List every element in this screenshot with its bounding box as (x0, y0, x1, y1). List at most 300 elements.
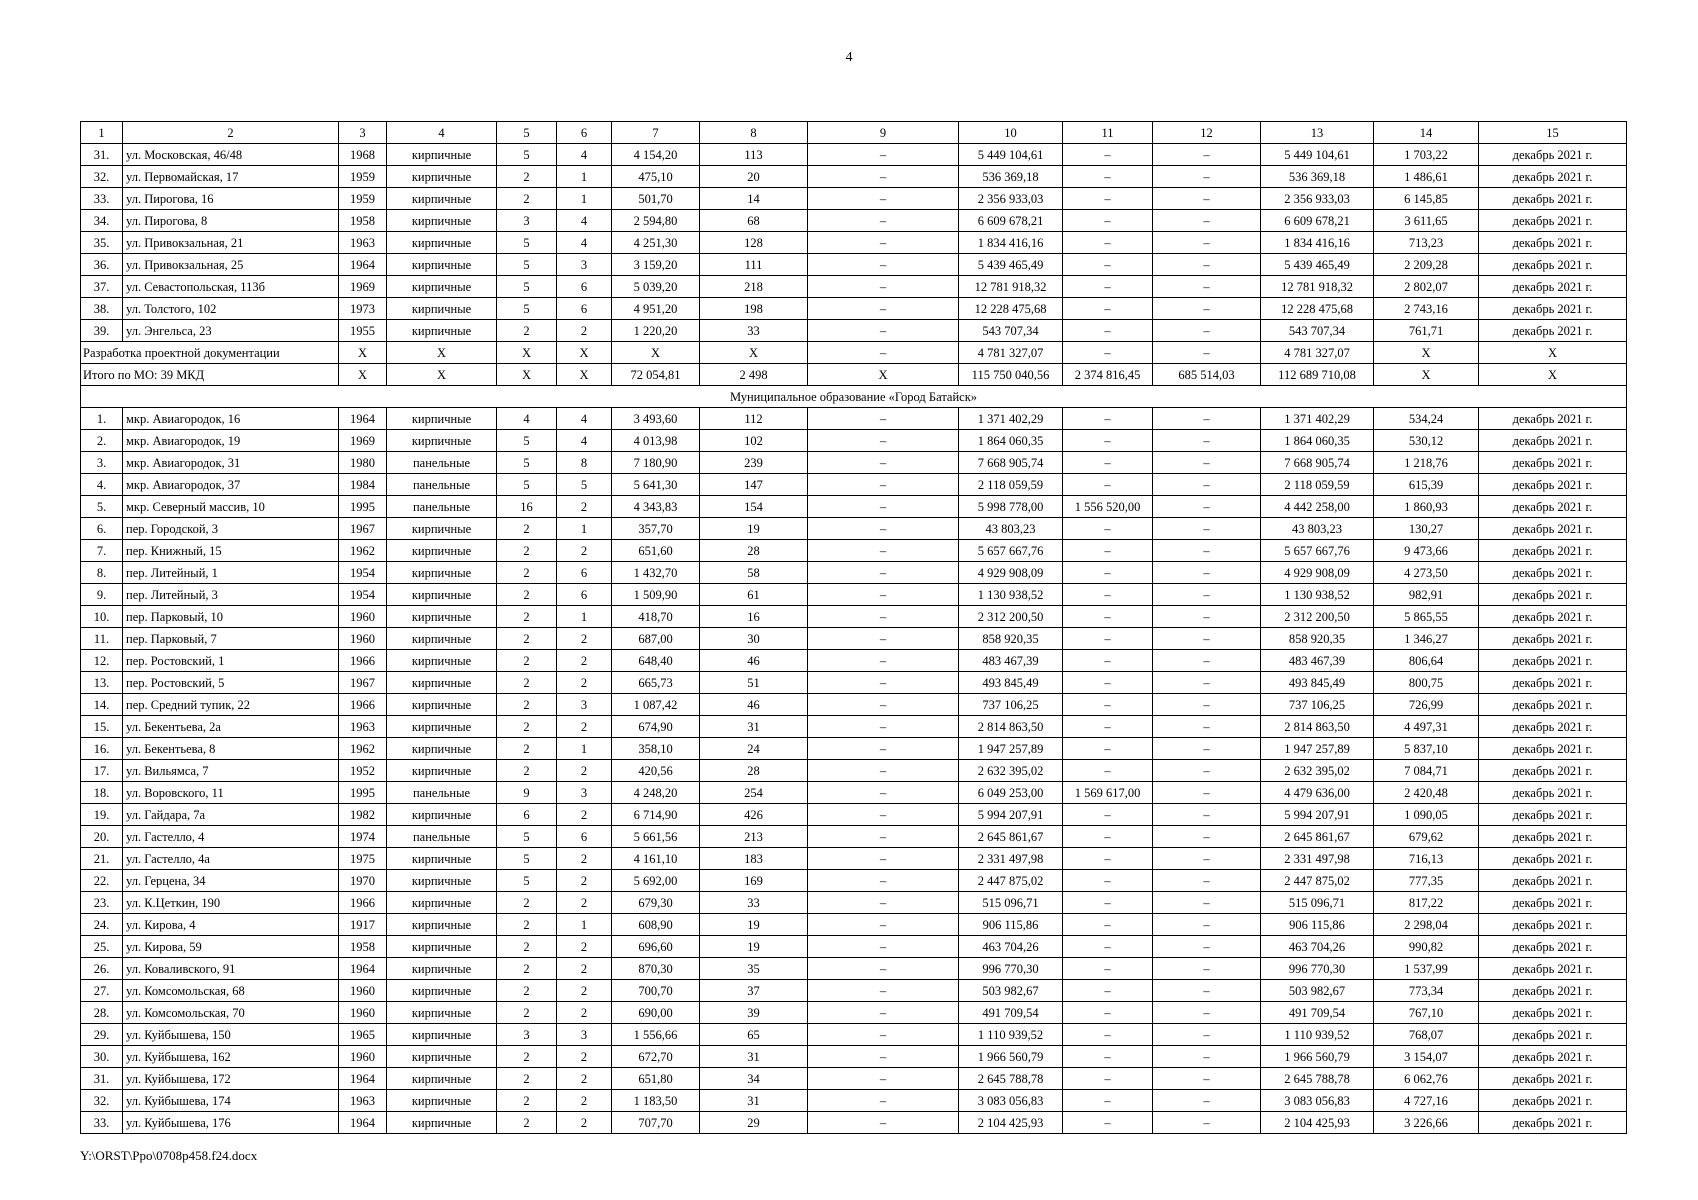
table-cell: панельные (387, 452, 497, 474)
address-cell: мкр. Северный массив, 10 (123, 496, 339, 518)
table-cell: – (808, 474, 959, 496)
table-cell: – (1153, 716, 1261, 738)
table-cell: 1 947 257,89 (1261, 738, 1374, 760)
table-cell: 4 (497, 408, 557, 430)
table-cell: 239 (700, 452, 808, 474)
column-number-cell: 15 (1479, 122, 1627, 144)
table-cell: декабрь 2021 г. (1479, 1068, 1627, 1090)
address-cell: ул. Севастопольская, 113б (123, 276, 339, 298)
table-cell: 2 (497, 1002, 557, 1024)
table-cell: 2 209,28 (1374, 254, 1479, 276)
table-cell: – (1153, 496, 1261, 518)
table-cell: 5 039,20 (612, 276, 700, 298)
table-cell: 6 609 678,21 (1261, 210, 1374, 232)
table-row (81, 892, 1627, 914)
table-cell: 2 447 875,02 (959, 870, 1063, 892)
table-cell: 2 298,04 (1374, 914, 1479, 936)
table-cell: 483 467,39 (959, 650, 1063, 672)
table-cell: кирпичные (387, 408, 497, 430)
table-cell: – (808, 232, 959, 254)
table-cell: 5 449 104,61 (959, 144, 1063, 166)
table-cell: – (808, 1024, 959, 1046)
table-cell: 24. (81, 914, 123, 936)
table-cell: 1 860,93 (1374, 496, 1479, 518)
address-cell: ул. Коваливского, 91 (123, 958, 339, 980)
table-cell: 2 (497, 958, 557, 980)
address-cell: пер. Парковый, 10 (123, 606, 339, 628)
table-row (81, 1068, 1627, 1090)
table-cell: декабрь 2021 г. (1479, 980, 1627, 1002)
table-cell: 870,30 (612, 958, 700, 980)
table-cell: 2 (557, 1002, 612, 1024)
table-cell: 6 (497, 804, 557, 826)
table-cell: 111 (700, 254, 808, 276)
table-cell: 2 (497, 628, 557, 650)
table-cell: – (808, 914, 959, 936)
table-cell: 1967 (339, 672, 387, 694)
table-cell: 665,73 (612, 672, 700, 694)
table-cell: 1980 (339, 452, 387, 474)
table-cell: 4 951,20 (612, 298, 700, 320)
table-cell: 6. (81, 518, 123, 540)
table-cell: – (1153, 1112, 1261, 1134)
table-row (81, 980, 1627, 1002)
table-row (81, 540, 1627, 562)
table-cell: – (808, 1046, 959, 1068)
table-cell: кирпичные (387, 518, 497, 540)
table-cell: 737 106,25 (1261, 694, 1374, 716)
table-cell: 4 (557, 408, 612, 430)
table-cell: 6 (557, 584, 612, 606)
address-cell: ул. Комсомольская, 70 (123, 1002, 339, 1024)
table-cell: 5 449 104,61 (1261, 144, 1374, 166)
table-cell: 543 707,34 (1261, 320, 1374, 342)
table-cell: 2 (557, 870, 612, 892)
table-cell: 475,10 (612, 166, 700, 188)
table-cell: декабрь 2021 г. (1479, 738, 1627, 760)
table-cell: 2 645 788,78 (959, 1068, 1063, 1090)
table-cell: 2 (497, 1068, 557, 1090)
table-cell: – (808, 848, 959, 870)
table-cell: 2 (557, 980, 612, 1002)
file-path-footer: Y:\ORST\Ppo\0708p458.f24.docx (80, 1148, 258, 1163)
table-cell: X (497, 364, 557, 386)
table-cell: 1 090,05 (1374, 804, 1479, 826)
table-cell: – (1063, 980, 1153, 1002)
table-cell: 3 226,66 (1374, 1112, 1479, 1134)
table-cell: 11. (81, 628, 123, 650)
table-cell: 65 (700, 1024, 808, 1046)
table-cell: 737 106,25 (959, 694, 1063, 716)
table-cell: 6 (557, 562, 612, 584)
table-cell: 463 704,26 (959, 936, 1063, 958)
table-cell: 1 (557, 738, 612, 760)
table-cell: 5 837,10 (1374, 738, 1479, 760)
table-cell: 4 161,10 (612, 848, 700, 870)
address-cell: мкр. Авиагородок, 19 (123, 430, 339, 452)
table-cell: 1 432,70 (612, 562, 700, 584)
table-cell: – (1063, 320, 1153, 342)
table-body (81, 144, 1627, 1134)
table-cell: – (1153, 540, 1261, 562)
table-row (81, 760, 1627, 782)
table-cell: 5 641,30 (612, 474, 700, 496)
table-cell: панельные (387, 474, 497, 496)
table-row (81, 738, 1627, 760)
table-cell: – (1153, 298, 1261, 320)
table-cell: 672,70 (612, 1046, 700, 1068)
table-cell: 254 (700, 782, 808, 804)
table-cell: – (1153, 320, 1261, 342)
table-cell: 906 115,86 (1261, 914, 1374, 936)
address-cell: пер. Ростовский, 1 (123, 650, 339, 672)
table-cell: 43 803,23 (1261, 518, 1374, 540)
table-cell: 761,71 (1374, 320, 1479, 342)
table-cell: – (808, 254, 959, 276)
table-cell: 503 982,67 (959, 980, 1063, 1002)
table-cell: – (808, 518, 959, 540)
table-cell: – (1063, 518, 1153, 540)
table-cell: – (1153, 628, 1261, 650)
table-cell: – (1153, 474, 1261, 496)
address-cell: ул. Первомайская, 17 (123, 166, 339, 188)
address-cell: ул. Привокзальная, 25 (123, 254, 339, 276)
table-cell: X (339, 364, 387, 386)
table-cell: 6 (557, 826, 612, 848)
table-cell: 2 (557, 496, 612, 518)
table-cell: 1966 (339, 694, 387, 716)
column-number-cell: 14 (1374, 122, 1479, 144)
table-cell: 4 442 258,00 (1261, 496, 1374, 518)
table-cell: 7 084,71 (1374, 760, 1479, 782)
table-cell: 5 998 778,00 (959, 496, 1063, 518)
table-cell: – (1153, 1046, 1261, 1068)
table-cell: 2 (557, 540, 612, 562)
table-cell: 491 709,54 (959, 1002, 1063, 1024)
table-cell: 707,70 (612, 1112, 700, 1134)
table-cell: 1964 (339, 958, 387, 980)
table-cell: – (1063, 166, 1153, 188)
table-cell: 19 (700, 936, 808, 958)
table-cell: 7 668 905,74 (959, 452, 1063, 474)
address-cell: ул. Толстого, 102 (123, 298, 339, 320)
table-cell: декабрь 2021 г. (1479, 320, 1627, 342)
table-cell: 982,91 (1374, 584, 1479, 606)
table-cell: кирпичные (387, 672, 497, 694)
table-cell: 4 343,83 (612, 496, 700, 518)
table-cell: 493 845,49 (1261, 672, 1374, 694)
table-cell: 2 331 497,98 (959, 848, 1063, 870)
table-cell: декабрь 2021 г. (1479, 650, 1627, 672)
table-cell: – (1153, 870, 1261, 892)
column-number-cell: 4 (387, 122, 497, 144)
table-cell: 858 920,35 (959, 628, 1063, 650)
table-cell: декабрь 2021 г. (1479, 870, 1627, 892)
table-row (81, 628, 1627, 650)
table-cell: кирпичные (387, 628, 497, 650)
table-cell: 4 497,31 (1374, 716, 1479, 738)
table-cell: 1 966 560,79 (959, 1046, 1063, 1068)
table-cell: 16 (700, 606, 808, 628)
table-cell: – (808, 980, 959, 1002)
table-cell: 2 104 425,93 (1261, 1112, 1374, 1134)
design-docs-row (81, 342, 1627, 364)
table-cell: 1954 (339, 562, 387, 584)
table-cell: 2 (497, 606, 557, 628)
table-cell: 14. (81, 694, 123, 716)
table-cell: – (1153, 342, 1261, 364)
table-cell: 2 (497, 716, 557, 738)
table-cell: – (1063, 298, 1153, 320)
table-cell: 31 (700, 1046, 808, 1068)
table-cell: 2 (557, 760, 612, 782)
table-cell: – (1063, 1046, 1153, 1068)
table-cell: 1 (557, 166, 612, 188)
table-cell: – (1063, 188, 1153, 210)
table-cell: – (1153, 936, 1261, 958)
table-cell: 29 (700, 1112, 808, 1134)
table-row (81, 870, 1627, 892)
table-cell: – (808, 540, 959, 562)
table-row (81, 782, 1627, 804)
table-cell: 9 (497, 782, 557, 804)
table-cell: – (1063, 210, 1153, 232)
column-number-cell: 8 (700, 122, 808, 144)
table-cell: 806,64 (1374, 650, 1479, 672)
table-cell: 2 (497, 694, 557, 716)
table-cell: 3. (81, 452, 123, 474)
table-cell: 43 803,23 (959, 518, 1063, 540)
table-cell: 29. (81, 1024, 123, 1046)
address-cell: мкр. Авиагородок, 37 (123, 474, 339, 496)
table-cell: 19. (81, 804, 123, 826)
column-number-cell: 3 (339, 122, 387, 144)
table-cell: 169 (700, 870, 808, 892)
table-cell: 2 (497, 980, 557, 1002)
table-cell: – (1063, 144, 1153, 166)
table-row (81, 650, 1627, 672)
section-row (81, 386, 1627, 408)
table-cell: 2 331 497,98 (1261, 848, 1374, 870)
table-cell: кирпичные (387, 144, 497, 166)
table-cell: – (808, 166, 959, 188)
table-row (81, 166, 1627, 188)
table-cell: 20 (700, 166, 808, 188)
table-cell: 2 632 395,02 (1261, 760, 1374, 782)
table-cell: 5 439 465,49 (1261, 254, 1374, 276)
table-row (81, 672, 1627, 694)
table-cell: 996 770,30 (959, 958, 1063, 980)
table-cell: – (1063, 584, 1153, 606)
address-cell: ул. Пирогова, 16 (123, 188, 339, 210)
table-cell: 33 (700, 320, 808, 342)
table-cell: – (1153, 408, 1261, 430)
table-row (81, 936, 1627, 958)
table-cell: 2 118 059,59 (959, 474, 1063, 496)
table-cell: – (808, 584, 959, 606)
table-cell: кирпичные (387, 166, 497, 188)
table-cell: 2 (497, 166, 557, 188)
table-cell: – (808, 782, 959, 804)
table-cell: – (808, 826, 959, 848)
table-cell: – (1153, 232, 1261, 254)
table-cell: 1 703,22 (1374, 144, 1479, 166)
table-cell: 28. (81, 1002, 123, 1024)
table-cell: декабрь 2021 г. (1479, 936, 1627, 958)
table-cell: 1 087,42 (612, 694, 700, 716)
table-cell: X (700, 342, 808, 364)
table-cell: 22. (81, 870, 123, 892)
table-cell: – (808, 804, 959, 826)
table-cell: 5 (497, 298, 557, 320)
table-cell: 990,82 (1374, 936, 1479, 958)
table-row (81, 452, 1627, 474)
table-cell: 679,30 (612, 892, 700, 914)
table-cell: 1 183,50 (612, 1090, 700, 1112)
table-cell: 34. (81, 210, 123, 232)
table-cell: – (808, 694, 959, 716)
table-cell: X (387, 364, 497, 386)
table-cell: 12 228 475,68 (959, 298, 1063, 320)
table-cell: 2 814 863,50 (1261, 716, 1374, 738)
table-row (81, 1002, 1627, 1024)
table-cell: 4 248,20 (612, 782, 700, 804)
table-cell: – (1063, 694, 1153, 716)
table-cell: 8. (81, 562, 123, 584)
table-cell: панельные (387, 782, 497, 804)
table-cell: 5 994 207,91 (959, 804, 1063, 826)
table-cell: 1 371 402,29 (959, 408, 1063, 430)
address-cell: мкр. Авиагородок, 31 (123, 452, 339, 474)
table-cell: – (1153, 606, 1261, 628)
table-cell: 2 (497, 738, 557, 760)
table-cell: 2 (497, 320, 557, 342)
table-cell: – (1063, 276, 1153, 298)
table-row (81, 298, 1627, 320)
table-cell: 2 498 (700, 364, 808, 386)
table-cell: 19 (700, 914, 808, 936)
table-row (81, 188, 1627, 210)
table-cell: 12. (81, 650, 123, 672)
address-cell: ул. Куйбышева, 150 (123, 1024, 339, 1046)
table-cell: 1958 (339, 936, 387, 958)
table-cell: 1963 (339, 1090, 387, 1112)
table-cell: 1 864 060,35 (1261, 430, 1374, 452)
address-cell: ул. Вильямса, 7 (123, 760, 339, 782)
table-cell: 2 (557, 958, 612, 980)
table-cell: X (497, 342, 557, 364)
table-cell: кирпичные (387, 716, 497, 738)
address-cell: ул. Комсомольская, 68 (123, 980, 339, 1002)
table-cell: 2 356 933,03 (1261, 188, 1374, 210)
table-cell: кирпичные (387, 254, 497, 276)
table-cell: 5 (497, 232, 557, 254)
table-cell: 1 (557, 606, 612, 628)
table-cell: декабрь 2021 г. (1479, 166, 1627, 188)
table-cell: – (1063, 892, 1153, 914)
table-row (81, 518, 1627, 540)
table-cell: – (1063, 650, 1153, 672)
column-number-cell: 2 (123, 122, 339, 144)
table-cell: 12 781 918,32 (959, 276, 1063, 298)
table-cell: 1 110 939,52 (1261, 1024, 1374, 1046)
table-cell: 1 966 560,79 (1261, 1046, 1374, 1068)
table-cell: 1964 (339, 408, 387, 430)
table-cell: 651,80 (612, 1068, 700, 1090)
table-cell: – (808, 716, 959, 738)
table-cell: декабрь 2021 г. (1479, 782, 1627, 804)
table-cell: 543 707,34 (959, 320, 1063, 342)
column-number-cell: 9 (808, 122, 959, 144)
table-cell: 2 (557, 936, 612, 958)
table-row (81, 210, 1627, 232)
column-number-cell: 5 (497, 122, 557, 144)
table-cell: 1 371 402,29 (1261, 408, 1374, 430)
table-cell: 33. (81, 1112, 123, 1134)
table-cell: 21. (81, 848, 123, 870)
table-cell: 4 929 908,09 (1261, 562, 1374, 584)
table-row (81, 1046, 1627, 1068)
table-cell: 4 251,30 (612, 232, 700, 254)
table-cell: – (1063, 430, 1153, 452)
table-cell: кирпичные (387, 650, 497, 672)
table-cell: декабрь 2021 г. (1479, 452, 1627, 474)
table-cell: 3 (557, 254, 612, 276)
table-cell: 726,99 (1374, 694, 1479, 716)
table-cell: 817,22 (1374, 892, 1479, 914)
table-cell: 2 447 875,02 (1261, 870, 1374, 892)
table-cell: 491 709,54 (1261, 1002, 1374, 1024)
address-cell: ул. Гастелло, 4 (123, 826, 339, 848)
table-cell: 26. (81, 958, 123, 980)
table-cell: 2 104 425,93 (959, 1112, 1063, 1134)
table-cell: 61 (700, 584, 808, 606)
table-cell: 3 (497, 210, 557, 232)
table-cell: 1995 (339, 782, 387, 804)
table-row (81, 1112, 1627, 1134)
table-cell: – (808, 628, 959, 650)
table-cell: – (808, 320, 959, 342)
table-cell: кирпичные (387, 1112, 497, 1134)
table-cell: 24 (700, 738, 808, 760)
table-cell: 18. (81, 782, 123, 804)
table-cell: 1917 (339, 914, 387, 936)
address-cell: ул. Куйбышева, 174 (123, 1090, 339, 1112)
table-cell: декабрь 2021 г. (1479, 628, 1627, 650)
table-cell: 5 (497, 452, 557, 474)
table-cell: 2 (557, 848, 612, 870)
table-cell: 648,40 (612, 650, 700, 672)
table-cell: X (612, 342, 700, 364)
table-cell: 674,90 (612, 716, 700, 738)
table-cell: 6 609 678,21 (959, 210, 1063, 232)
table-cell: 3 493,60 (612, 408, 700, 430)
address-cell: ул. Воровского, 11 (123, 782, 339, 804)
table-cell: 28 (700, 760, 808, 782)
table-cell: 2 (557, 716, 612, 738)
table-cell: – (1153, 980, 1261, 1002)
table-cell: 17. (81, 760, 123, 782)
column-number-cell: 6 (557, 122, 612, 144)
table-cell: кирпичные (387, 210, 497, 232)
table-cell: 2 645 861,67 (959, 826, 1063, 848)
table-cell: кирпичные (387, 562, 497, 584)
table-cell: 1960 (339, 1046, 387, 1068)
address-cell: ул. Кирова, 59 (123, 936, 339, 958)
table-cell: 713,23 (1374, 232, 1479, 254)
table-cell: – (1153, 892, 1261, 914)
table-cell: – (1153, 760, 1261, 782)
